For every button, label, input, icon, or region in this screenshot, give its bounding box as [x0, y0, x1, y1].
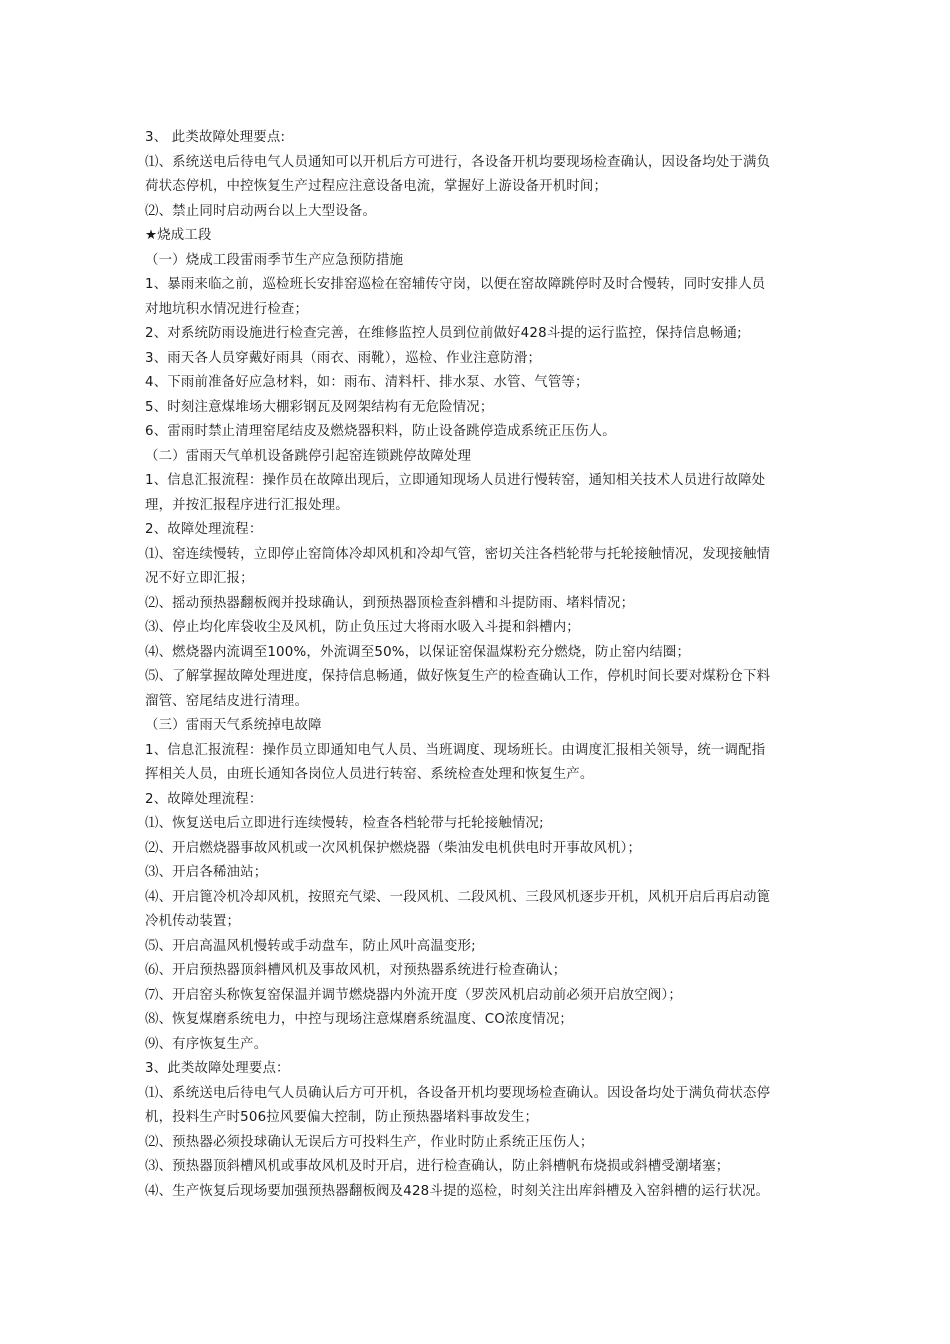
text-line: ⑴、系统送电后待电气人员通知可以开机后方可进行，各设备开机均要现场检查确认，因设备均处于满负	[145, 154, 771, 170]
text-line: 1、信息汇报流程：操作员在故障出现后，立即通知现场人员进行慢转窑，通知相关技术人员进行故障处	[145, 473, 766, 488]
text-line: ⑷、燃烧器内流调至100%，外流调至50%，以保证窑保温煤粉充分燃烧，防止窑内结圈；	[145, 644, 691, 660]
subsection-heading: （二）雷雨天气单机设备跳停引起窑连锁跳停故障处理	[145, 448, 472, 464]
text-line: 1、信息汇报流程：操作员立即通知电气人员、当班调度、现场班长。由调度汇报相关领导，统一调配指	[145, 742, 766, 758]
subsection-heading: （一）烧成工段雷雨季节生产应急预防措施	[145, 252, 404, 268]
subsection-heading: （三）雷雨天气系统掉电故障	[145, 718, 322, 733]
text-line: ⑻、恢复煤磨系统电力，中控与现场注意煤磨系统温度、CO浓度情况；	[145, 1012, 574, 1027]
text-line: ⑶、预热器顶斜槽风机或事故风机及时开启，进行检查确认，防止斜槽帆布烧损或斜槽受潮堵塞；	[145, 1159, 730, 1174]
text-line: ⑶、开启各稀油站；	[145, 865, 268, 880]
text-line: 5、时刻注意煤堆场大棚彩钢瓦及网架结构有无危险情况；	[145, 399, 494, 415]
text-line: 4、下雨前准备好应急材料，如：雨布、清料杆、排水泵、水管、气管等；	[145, 375, 589, 390]
text-line: 冷机传动装置；	[145, 914, 241, 929]
text-line: ⑷、生产恢复后现场要加强预热器翻板阀及428斗提的巡检，时刻关注出库斜槽及入窑斜槽的运行状况。	[145, 1183, 770, 1199]
text-line: ⑵、禁止同时启动两台以上大型设备。	[145, 203, 377, 219]
text-line: 况不好立即汇报；	[145, 571, 254, 586]
text-line: 2、故障处理流程：	[145, 791, 263, 807]
text-line: ⑵、摇动预热器翻板阀并投球确认，到预热器顶检查斜槽和斗提防雨、堵料情况；	[145, 595, 635, 611]
text-line: 机，投料生产时506拉风要偏大控制，防止预热器堵料事故发生；	[145, 1110, 539, 1125]
text-line: ⑴、窑连续慢转，立即停止窑筒体冷却风机和冷却气管，密切关注各档轮带与托轮接触情况，发现接触情	[145, 546, 771, 562]
text-line: 挥相关人员，由班长通知各岗位人员进行转窑、系统检查处理和恢复生产。	[145, 767, 594, 782]
text-line: 溜管、窑尾结皮进行清理。	[145, 693, 309, 709]
text-line: ⑵、预热器必须投球确认无误后方可投料生产，作业时防止系统正压伤人；	[145, 1134, 594, 1150]
text-line: 3、此类故障处理要点：	[145, 1061, 290, 1076]
text-line: ⑸、了解掌握故障处理进度，保持信息畅通，做好恢复生产的检查确认工作，停机时间长要对煤粉仓下料	[145, 669, 771, 684]
text-line: 2、对系统防雨设施进行检查完善，在维修监控人员到位前做好428斗提的运行监控，保持信息畅通;	[145, 326, 742, 341]
text-line: ⑹、开启预热器顶斜槽风机及事故风机，对预热器系统进行检查确认；	[145, 963, 567, 978]
text-line: ⑷、开启篦冷机冷却风机，按照充气梁、一段风机、二段风机、三段风机逐步开机，风机开启后再启动篦	[145, 889, 771, 905]
text-line: ⑵、开启燃烧器事故风机或一次风机保护燃烧器（柴油发电机供电时开事故风机）；	[145, 840, 642, 856]
text-line: ⑴、恢复送电后立即进行连续慢转，检查各档轮带与托轮接触情况;	[145, 816, 544, 831]
text-line: 3、 此类故障处理要点:	[145, 130, 286, 145]
text-line: ⑼、有序恢复生产。	[145, 1036, 268, 1052]
text-line: 荷状态停机，中控恢复生产过程应注意设备电流，掌握好上游设备开机时间；	[145, 179, 608, 194]
text-line: 理，并按汇报程序进行汇报处理。	[145, 497, 349, 513]
text-line: 1、暴雨来临之前，巡检班长安排窑巡检在窑辅传守岗，以便在窑故障跳停时及时合慢转，同时安排人员	[145, 277, 766, 292]
text-line: 6、雷雨时禁止清理窑尾结皮及燃烧器积料，防止设备跳停造成系统正压伤人。	[145, 424, 616, 439]
text-line: 3、雨天各人员穿戴好雨具（雨衣、雨靴），巡检、作业注意防滑；	[145, 350, 542, 366]
text-line: ⑴、系统送电后待电气人员确认后方可开机，各设备开机均要现场检查确认。因设备均处于满负荷状态停	[145, 1085, 771, 1101]
text-line: 对地坑积水情况进行检查；	[145, 301, 309, 317]
document-body	[145, 126, 810, 1204]
text-line: ⑸、开启高温风机慢转或手动盘车，防止风叶高温变形;	[145, 938, 476, 954]
text-line: ⑶、停止均化库袋收尘及风机，防止负压过大将雨水吸入斗提和斜槽内；	[145, 620, 580, 635]
section-heading: ★烧成工段	[145, 228, 212, 243]
text-line: 2、故障处理流程：	[145, 522, 263, 537]
text-line: ⑺、开启窑头称恢复窑保温并调节燃烧器内外流开度（罗茨风机启动前必须开启放空阀）；	[145, 987, 682, 1003]
